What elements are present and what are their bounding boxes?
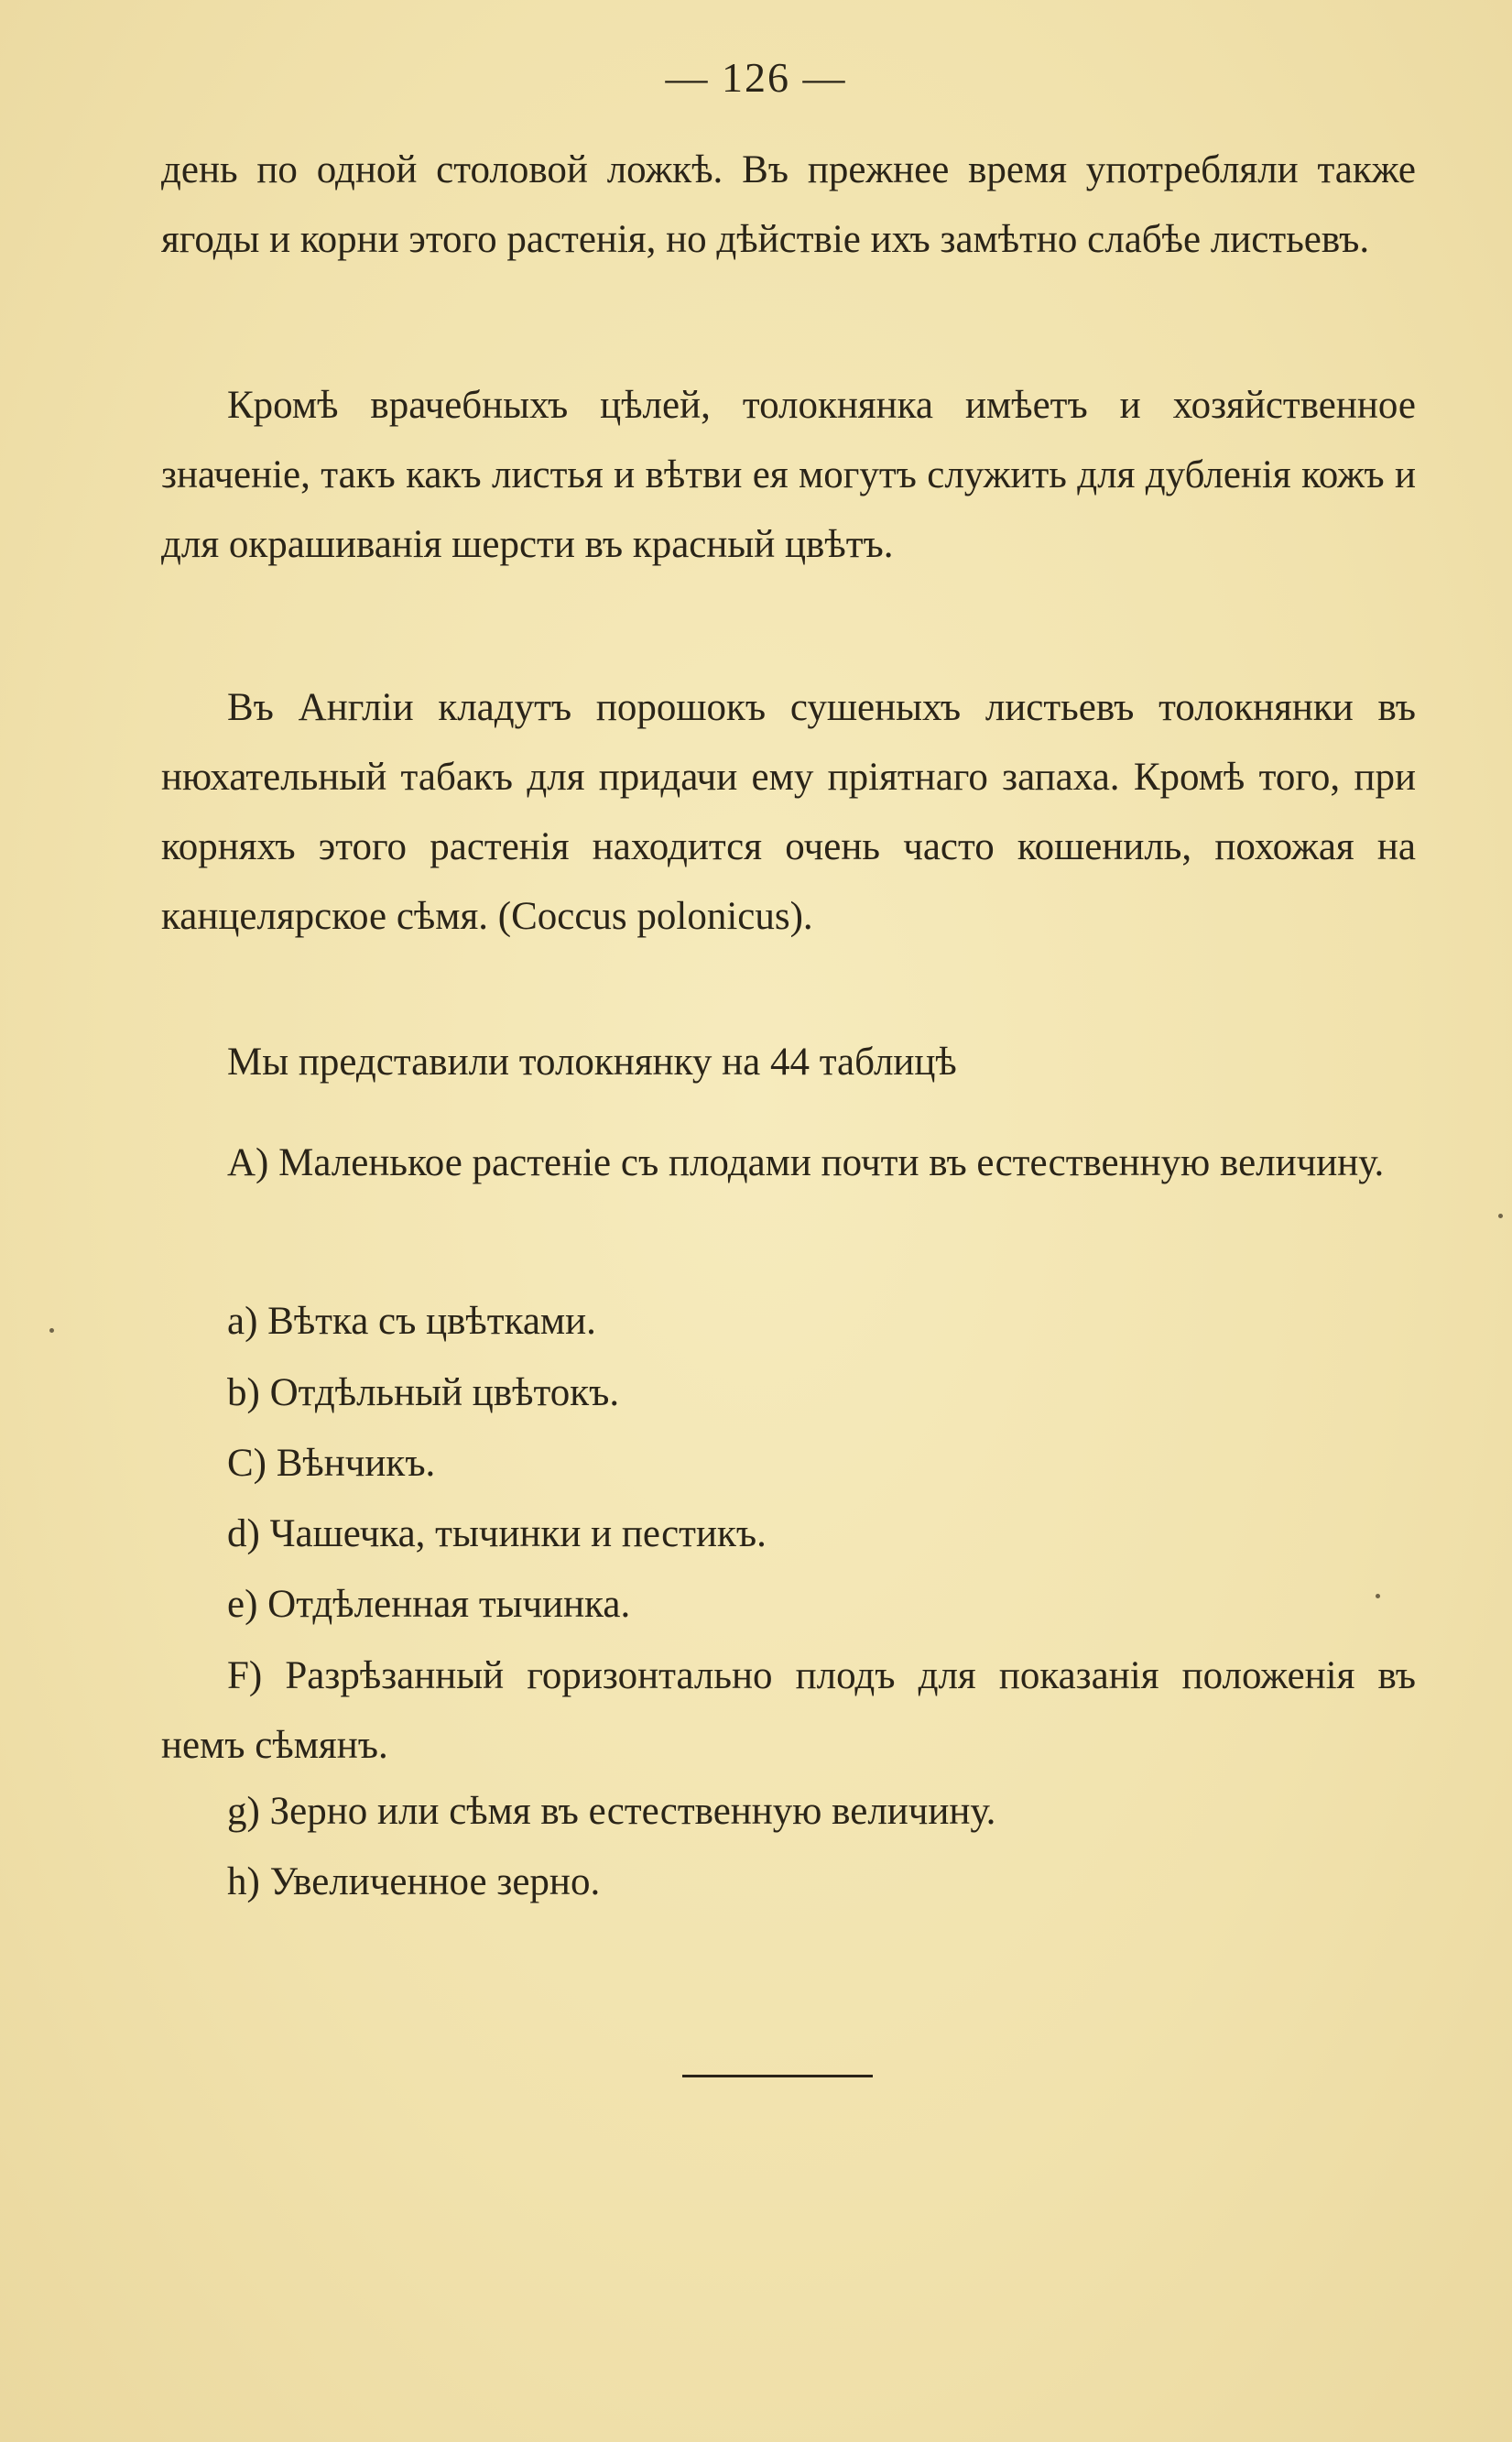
list-item-c: C) Вѣнчикъ. [227,1442,436,1485]
list-item-h: h) Увеличенное зерно. [227,1860,601,1903]
paper-speck [49,1328,54,1333]
list-item-f: F) Разрѣзанный горизонтально плодъ для показанія положенія въ немъ сѣмянъ. [161,1654,1416,1767]
page-number: — 126 — [665,54,847,101]
list-item-e: e) Отдѣленная тычинка. [227,1583,631,1626]
item-a-plant: A) Маленькое растеніе съ плодами почти въ естественную величину. [227,1141,1385,1184]
list-item-g: g) Зерно или сѣмя въ естественную величину. [227,1790,996,1833]
list-item-d: d) Чашечка, тычинки и пестикъ. [227,1512,767,1555]
end-rule [682,2075,873,2077]
list-item-a: a) Вѣтка съ цвѣтками. [227,1300,596,1343]
paper-speck [1376,1594,1380,1598]
paragraph-england: Въ Англіи кладутъ порошокъ сушеныхъ листьевъ толокнянки въ нюхательный табакъ для придачи ему пріятнаго запаха. Кромѣ того, при корняхъ этого растенія находится очень часто кошениль, похожая на канцелярское сѣмя. (Coccus polonicus). [161,686,1416,938]
paragraph-plate-intro: Мы представили толокнянку на 44 таблицѣ [227,1041,957,1084]
paper-speck [1498,1214,1503,1218]
paragraph-economic-use: Кромѣ врачебныхъ цѣлей, толокнянка имѣетъ и хозяйственное значеніе, такъ какъ листья и вѣтви ея могутъ служить для дубленія кожъ и для окрашиванія шерсти въ красный цвѣтъ. [161,384,1416,566]
list-item-b: b) Отдѣльный цвѣтокъ. [227,1371,620,1414]
paragraph-dosage: день по одной столовой ложкѣ. Въ прежнее время употребляли также ягоды и корни этого растенія, но дѣйствіе ихъ замѣтно слабѣе листьевъ. [161,148,1416,261]
